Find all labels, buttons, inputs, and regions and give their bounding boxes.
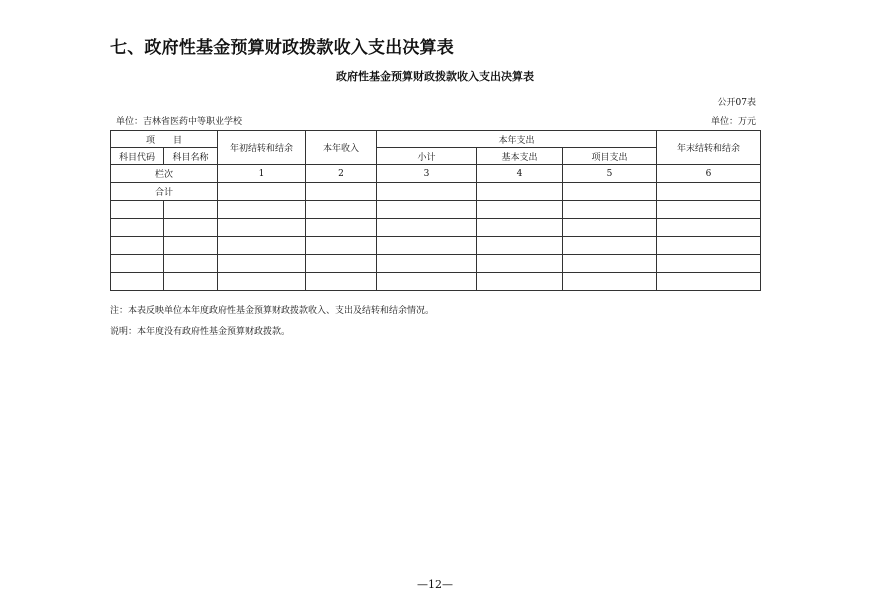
table-cell (477, 237, 563, 255)
table-row (111, 201, 761, 219)
budget-table (110, 130, 761, 291)
header-subject-name: 科目名称 (164, 148, 218, 165)
table-cell (657, 255, 761, 273)
column-number-1: 1 (218, 165, 306, 183)
table-cell (377, 255, 477, 273)
table-cell (477, 183, 563, 201)
total-label: 合计 (111, 183, 218, 201)
table-cell (164, 219, 218, 237)
table-cell (563, 183, 657, 201)
table-title: 政府性基金预算财政拨款收入支出决算表 (336, 70, 534, 83)
table-cell (563, 255, 657, 273)
table-cell (218, 237, 306, 255)
table-cell (377, 237, 477, 255)
table-cell (164, 273, 218, 291)
table-cell (306, 201, 377, 219)
table-cell (477, 273, 563, 291)
table-cell (164, 237, 218, 255)
table-cell (377, 183, 477, 201)
column-number-3: 3 (377, 165, 477, 183)
table-cell (477, 255, 563, 273)
table-cell (218, 273, 306, 291)
header-opening-balance: 年初结转和结余 (218, 131, 306, 165)
table-cell (477, 219, 563, 237)
table-cell (111, 273, 164, 291)
section-title: 七、政府性基金预算财政拨款收入支出决算表 (110, 38, 454, 58)
table-row (111, 273, 761, 291)
table-cell (306, 237, 377, 255)
table-cell (477, 201, 563, 219)
table-cell (306, 273, 377, 291)
table-row (111, 255, 761, 273)
header-expense: 本年支出 (377, 131, 657, 148)
form-code: 公开07表 (717, 98, 756, 108)
table-cell (377, 201, 477, 219)
column-number-5: 5 (563, 165, 657, 183)
table-cell (377, 273, 477, 291)
header-subtotal: 小计 (377, 148, 477, 165)
footnote: 注：本表反映单位本年度政府性基金预算财政拨款收入、支出及结转和结余情况。 (110, 306, 435, 316)
column-number-4: 4 (477, 165, 563, 183)
header-basic-expense: 基本支出 (477, 148, 563, 165)
table-cell (306, 183, 377, 201)
column-number-2: 2 (306, 165, 377, 183)
header-item: 项 目 (111, 131, 218, 148)
header-subject-code: 科目代码 (111, 148, 164, 165)
column-index-label: 栏次 (111, 165, 218, 183)
table-cell (657, 237, 761, 255)
header-income: 本年收入 (306, 131, 377, 165)
column-index-row (111, 165, 761, 183)
table-cell (657, 219, 761, 237)
table-cell (563, 237, 657, 255)
table-cell (377, 219, 477, 237)
table-cell (164, 201, 218, 219)
column-number-6: 6 (657, 165, 761, 183)
header-row-1 (111, 131, 761, 148)
table-row (111, 219, 761, 237)
header-project-expense: 项目支出 (563, 148, 657, 165)
table-cell (218, 183, 306, 201)
table-cell (306, 255, 377, 273)
table-cell (218, 201, 306, 219)
table-cell (111, 219, 164, 237)
unit-organization: 单位：吉林省医药中等职业学校 (116, 117, 243, 127)
table-cell (306, 219, 377, 237)
header-closing-balance: 年末结转和结余 (657, 131, 761, 165)
table-cell (218, 255, 306, 273)
unit-currency: 单位：万元 (710, 117, 756, 127)
table-row (111, 237, 761, 255)
table-cell (563, 219, 657, 237)
table-cell (111, 201, 164, 219)
table-cell (563, 201, 657, 219)
table-cell (657, 273, 761, 291)
total-row (111, 183, 761, 201)
table-cell (563, 273, 657, 291)
table-cell (218, 219, 306, 237)
table-cell (657, 183, 761, 201)
page-number: —12— (417, 578, 453, 591)
table-cell (657, 201, 761, 219)
table-cell (111, 255, 164, 273)
explanation-note: 说明：本年度没有政府性基金预算财政拨款。 (110, 327, 291, 337)
table-cell (164, 255, 218, 273)
table-cell (111, 237, 164, 255)
